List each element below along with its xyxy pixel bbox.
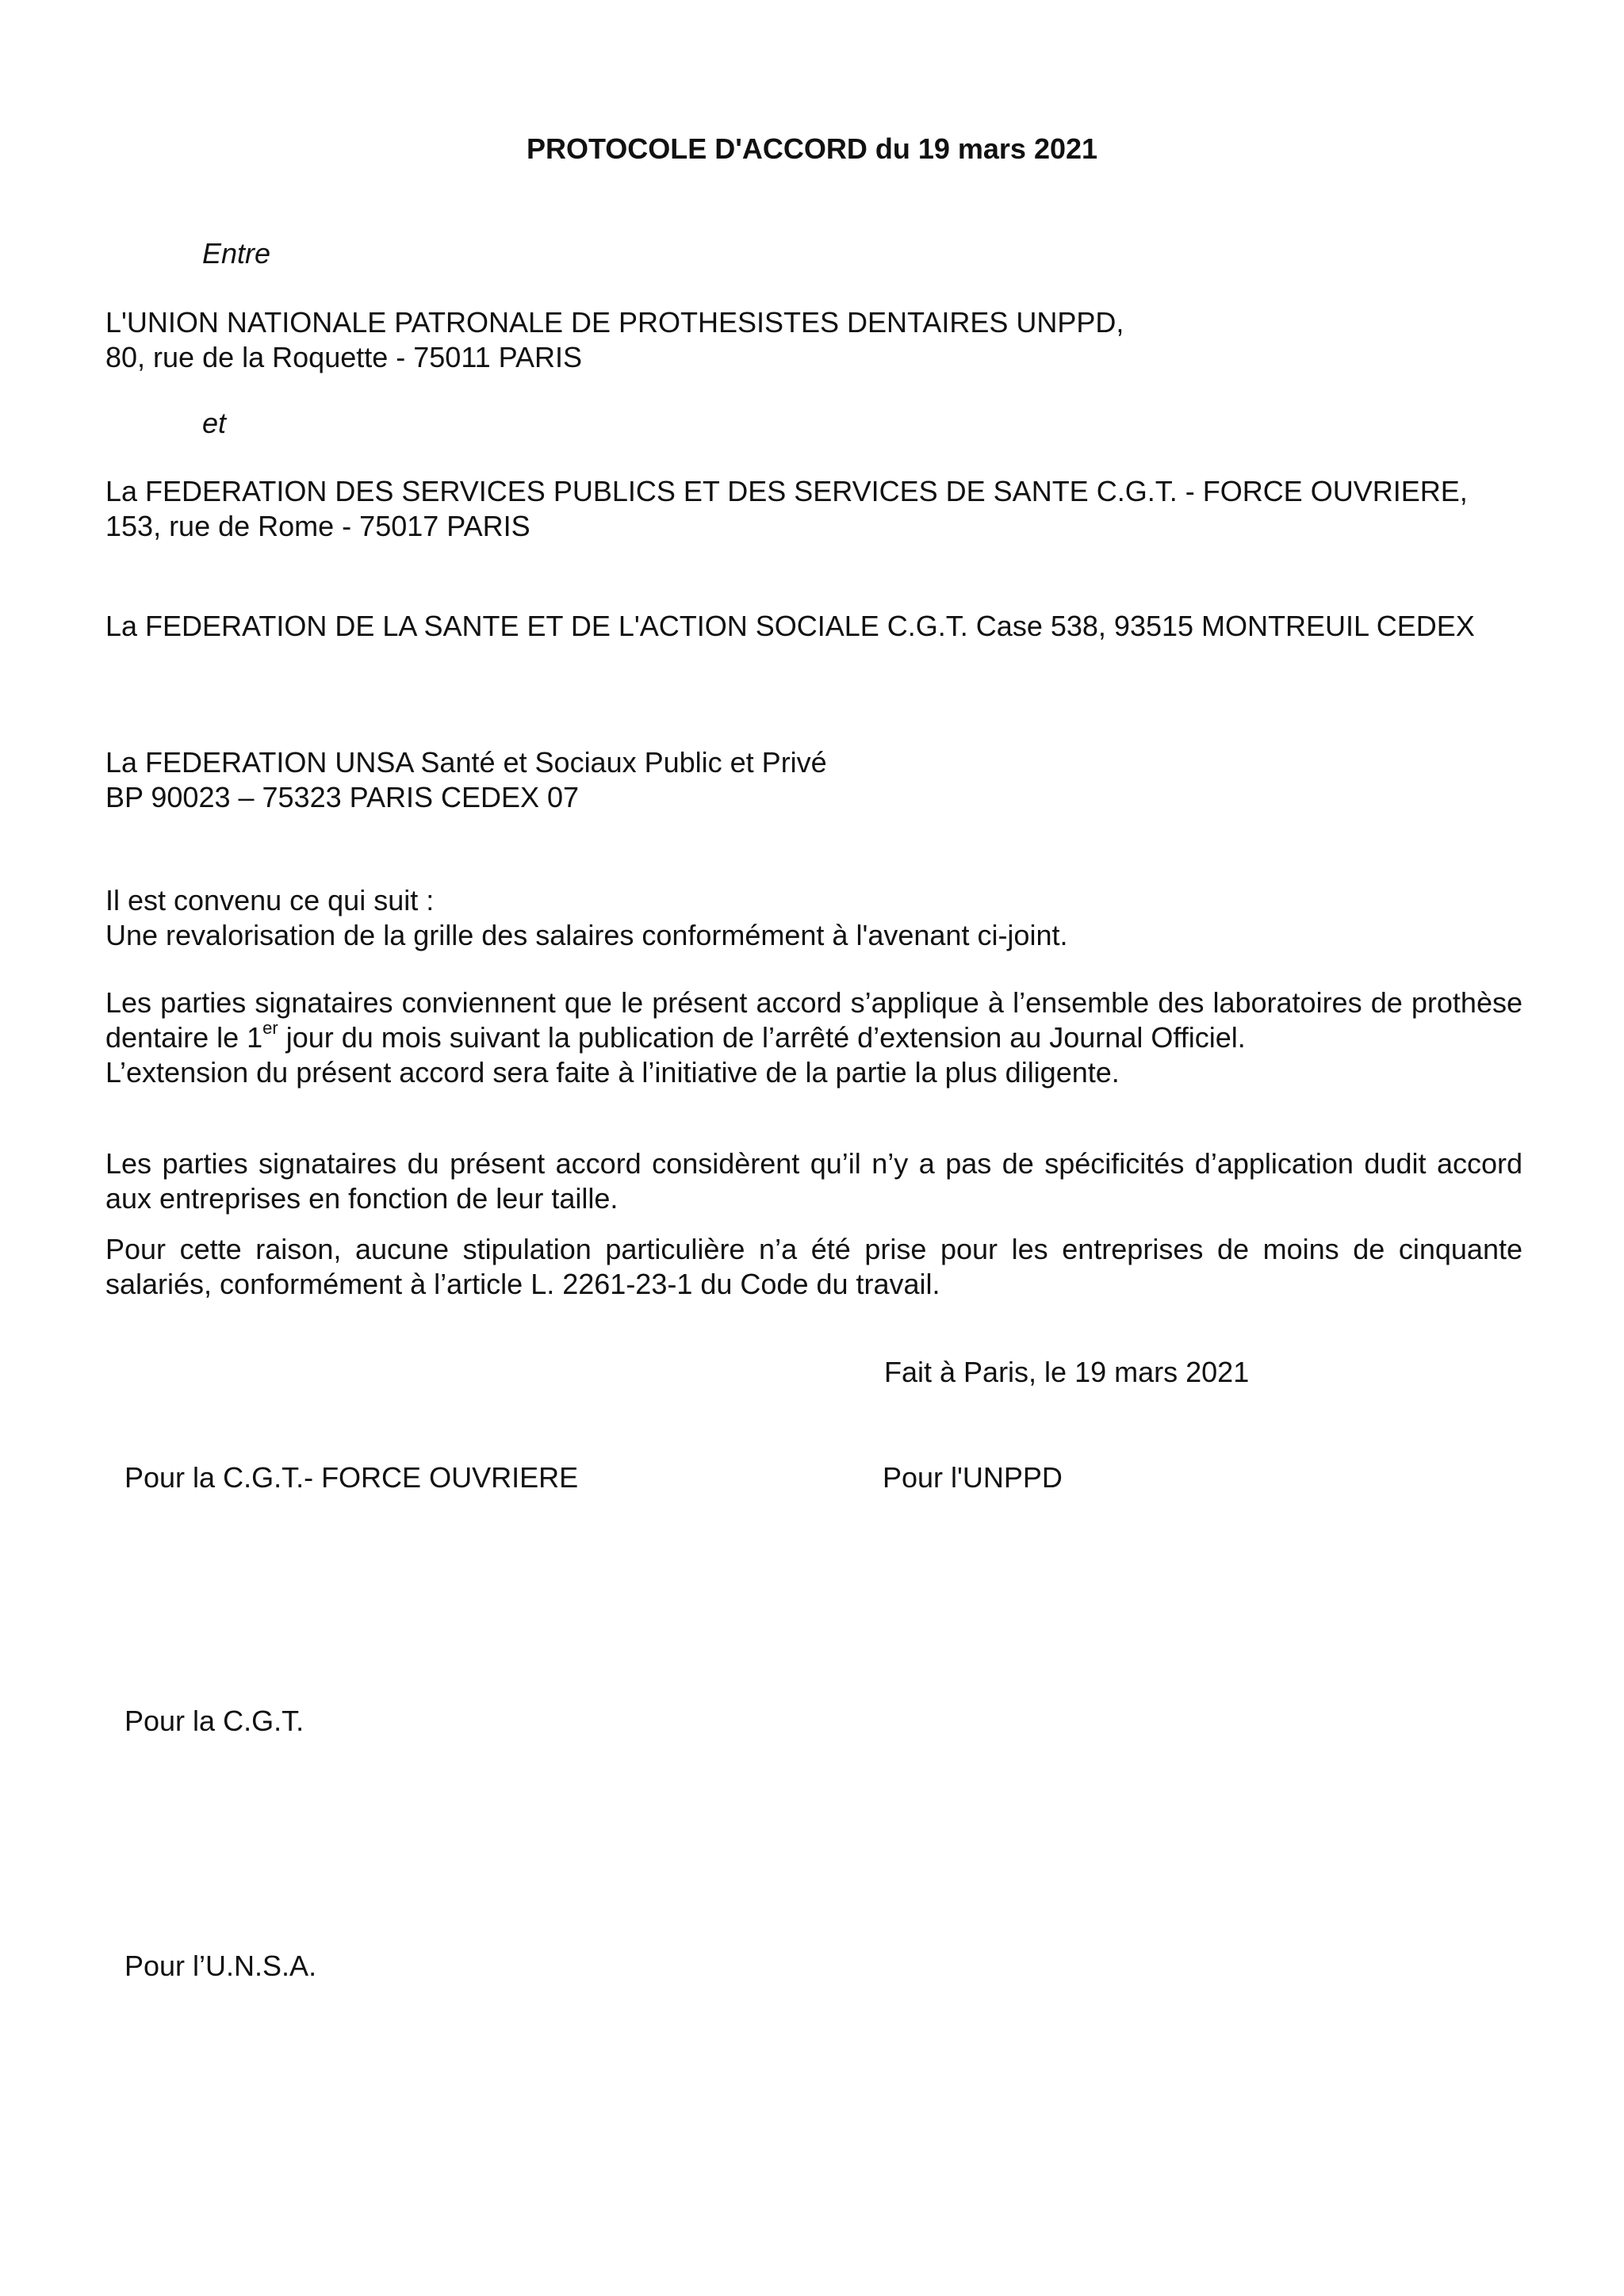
ordinal-superscript: er (262, 1018, 278, 1038)
document-title: PROTOCOLE D'ACCORD du 19 mars 2021 (526, 132, 1098, 165)
application-text-start: Les parties signataires conviennent que le présent accord s’applique à l’ensemble des laboratoires de prothèse dentaire le 1 (105, 986, 1522, 1054)
unppd-name: L'UNION NATIONALE PATRONALE DE PROTHESISTES DENTAIRES UNPPD, (105, 306, 1124, 339)
et-label: et (202, 407, 227, 439)
convenu-line: Il est convenu ce qui suit : (105, 884, 435, 916)
unppd-address: 80, rue de la Roquette - 75011 PARIS (105, 341, 583, 373)
extension-line: L’extension du présent accord sera faite à l’initiative de la partie la plus diligente. (105, 1056, 1120, 1089)
signature-unsa-label: Pour l’U.N.S.A. (124, 1950, 317, 1982)
place-date: Fait à Paris, le 19 mars 2021 (884, 1356, 1250, 1388)
revalorisation-line: Une revalorisation de la grille des salaires conformément à l'avenant ci-joint. (105, 919, 1068, 951)
application-paragraph (105, 985, 1522, 1090)
unsa-federation-name: La FEDERATION UNSA Santé et Sociaux Public et Privé (105, 746, 827, 779)
signature-fo-label: Pour la C.G.T.- FORCE OUVRIERE (124, 1461, 579, 1494)
fo-federation-name: La FEDERATION DES SERVICES PUBLICS ET DES SERVICES DE SANTE C.G.T. - FORCE OUVRIERE, (105, 475, 1468, 507)
fo-federation-address: 153, rue de Rome - 75017 PARIS (105, 510, 530, 542)
taille-paragraph: Les parties signataires du présent accord considèrent qu’il n’y a pas de spécificités d’application dudit accord aux entreprises en fonction de leur taille. (105, 1147, 1522, 1215)
signature-cgt-label: Pour la C.G.T. (124, 1705, 304, 1737)
application-text-end: jour du mois suivant la publication de l’arrêté d’extension au Journal Officiel. (278, 1021, 1246, 1054)
unsa-federation-address: BP 90023 – 75323 PARIS CEDEX 07 (105, 781, 580, 813)
entre-label: Entre (202, 237, 271, 270)
signature-unppd-label: Pour l'UNPPD (883, 1461, 1063, 1494)
cinquante-salaries-paragraph: Pour cette raison, aucune stipulation particulière n’a été prise pour les entreprises de moins de cinquante salariés, conformément à l’article L. 2261-23-1 du Code du travail. (105, 1233, 1522, 1300)
cgt-federation-line: La FEDERATION DE LA SANTE ET DE L'ACTION SOCIALE C.G.T. Case 538, 93515 MONTREUIL CEDEX (105, 610, 1475, 642)
